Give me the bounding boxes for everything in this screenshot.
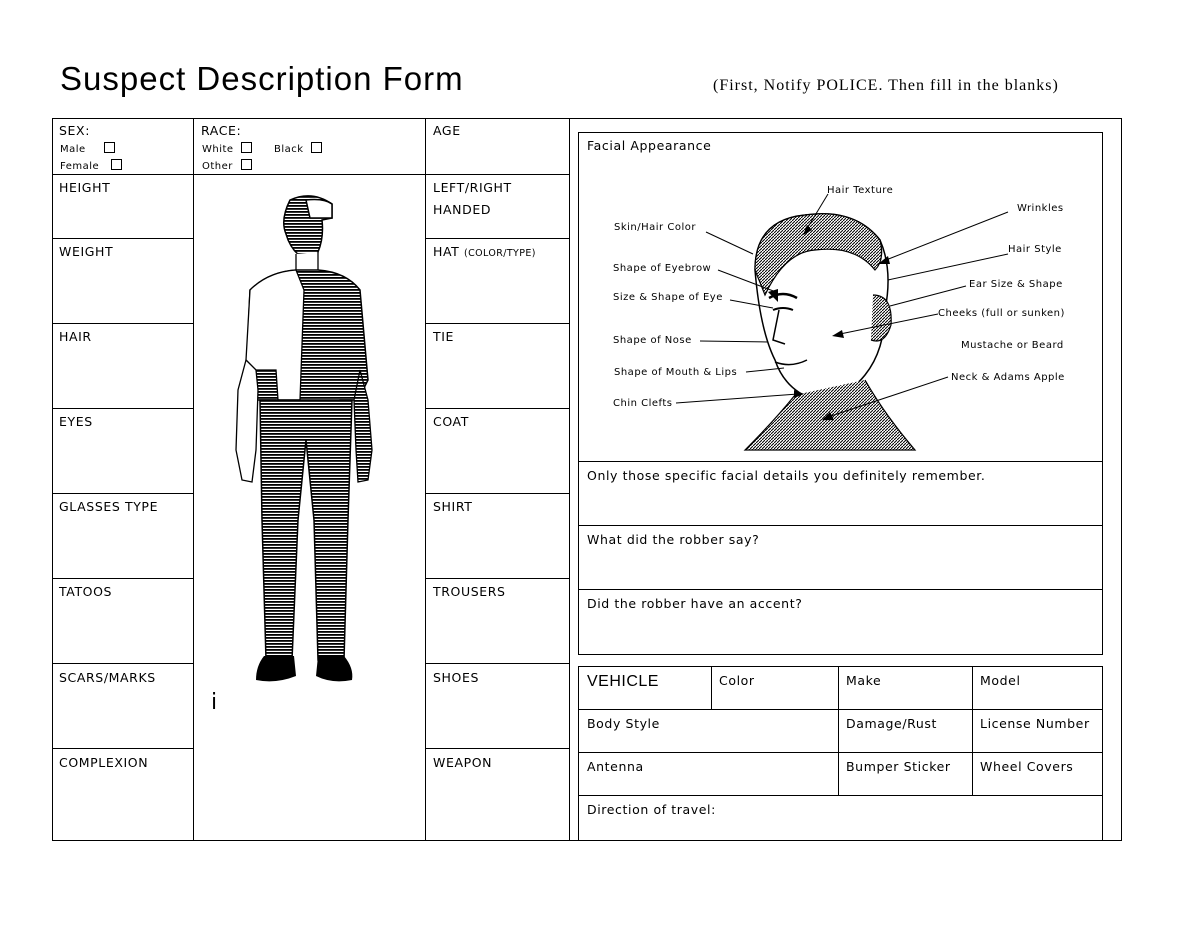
race-white-label: White bbox=[202, 144, 234, 155]
tatoos-field-label: TATOOS bbox=[59, 584, 113, 599]
vehicle-body-style-label: Body Style bbox=[587, 716, 660, 731]
race-label: RACE: bbox=[201, 123, 242, 138]
vehicle-title: VEHICLE bbox=[587, 673, 659, 690]
face-label-eye: Size & Shape of Eye bbox=[613, 292, 723, 303]
trousers-field-label: TROUSERS bbox=[433, 584, 506, 599]
sex-male-label: Male bbox=[60, 144, 86, 155]
race-white-option[interactable] bbox=[202, 142, 252, 155]
sex-male-option[interactable] bbox=[60, 142, 115, 155]
vehicle-bumper-label: Bumper Sticker bbox=[846, 759, 951, 774]
sex-male-checkbox[interactable] bbox=[104, 142, 115, 153]
vehicle-direction-label: Direction of travel: bbox=[587, 802, 716, 817]
face-label-hair-style: Hair Style bbox=[1008, 244, 1062, 255]
face-label-eyebrow: Shape of Eyebrow bbox=[613, 263, 712, 274]
figure-stray-mark: i bbox=[211, 690, 218, 715]
form-instructions: (First, Notify POLICE. Then fill in the blanks) bbox=[713, 77, 1059, 94]
face-label-skin-hair-color: Skin/Hair Color bbox=[614, 222, 696, 233]
hair-field-label: HAIR bbox=[59, 329, 92, 344]
race-other-label: Other bbox=[202, 161, 233, 172]
age-field-label: AGE bbox=[433, 123, 461, 138]
complexion-field-label: COMPLEXION bbox=[59, 755, 149, 770]
face-label-hair-texture: Hair Texture bbox=[827, 185, 894, 196]
vehicle-model-label: Model bbox=[980, 673, 1021, 688]
shoes-field-label: SHOES bbox=[433, 670, 480, 685]
race-other-option[interactable] bbox=[202, 159, 252, 172]
face-label-cheeks: Cheeks (full or sunken) bbox=[938, 308, 1065, 319]
hat-sublabel: (COLOR/TYPE) bbox=[464, 248, 536, 259]
face-label-neck: Neck & Adams Apple bbox=[951, 372, 1065, 383]
race-white-checkbox[interactable] bbox=[241, 142, 252, 153]
eyes-field-label: EYES bbox=[59, 414, 93, 429]
face-label-wrinkles: Wrinkles bbox=[1017, 203, 1064, 214]
facial-heading: Facial Appearance bbox=[587, 138, 712, 153]
form-title: Suspect Description Form bbox=[60, 60, 464, 97]
hat-label: HAT bbox=[433, 244, 460, 259]
face-label-mouth: Shape of Mouth & Lips bbox=[614, 367, 738, 378]
weight-field-label: WEIGHT bbox=[59, 244, 114, 259]
vehicle-antenna-label: Antenna bbox=[587, 759, 644, 774]
hat-field-label bbox=[433, 244, 536, 259]
face-label-nose: Shape of Nose bbox=[613, 335, 692, 346]
face-label-chin: Chin Clefts bbox=[613, 398, 673, 409]
suspect-figure-illustration bbox=[220, 190, 400, 700]
tie-field-label: TIE bbox=[433, 329, 455, 344]
handed-field-label-2: HANDED bbox=[433, 202, 492, 217]
race-black-checkbox[interactable] bbox=[311, 142, 322, 153]
vehicle-color-label: Color bbox=[719, 673, 755, 688]
sex-label: SEX: bbox=[59, 123, 91, 138]
race-black-label: Black bbox=[274, 144, 304, 155]
handed-field-label-1: LEFT/RIGHT bbox=[433, 180, 512, 195]
weapon-field-label: WEAPON bbox=[433, 755, 493, 770]
face-label-ear: Ear Size & Shape bbox=[969, 279, 1063, 290]
glasses-field-label: GLASSES TYPE bbox=[59, 499, 159, 514]
shirt-field-label: SHIRT bbox=[433, 499, 473, 514]
vehicle-license-label: License Number bbox=[980, 716, 1090, 731]
robber-accent-question: Did the robber have an accent? bbox=[587, 596, 803, 611]
sex-female-label: Female bbox=[60, 161, 100, 172]
vehicle-damage-label: Damage/Rust bbox=[846, 716, 938, 731]
sex-female-option[interactable] bbox=[60, 159, 122, 172]
coat-field-label: COAT bbox=[433, 414, 469, 429]
vehicle-wheel-label: Wheel Covers bbox=[980, 759, 1074, 774]
sex-female-checkbox[interactable] bbox=[111, 159, 122, 170]
height-field-label: HEIGHT bbox=[59, 180, 111, 195]
race-other-checkbox[interactable] bbox=[241, 159, 252, 170]
vehicle-make-label: Make bbox=[846, 673, 882, 688]
facial-details-note: Only those specific facial details you definitely remember. bbox=[587, 468, 986, 483]
robber-say-question: What did the robber say? bbox=[587, 532, 760, 547]
race-black-option[interactable] bbox=[274, 142, 322, 155]
scars-field-label: SCARS/MARKS bbox=[59, 670, 156, 685]
face-label-mustache: Mustache or Beard bbox=[961, 340, 1064, 351]
